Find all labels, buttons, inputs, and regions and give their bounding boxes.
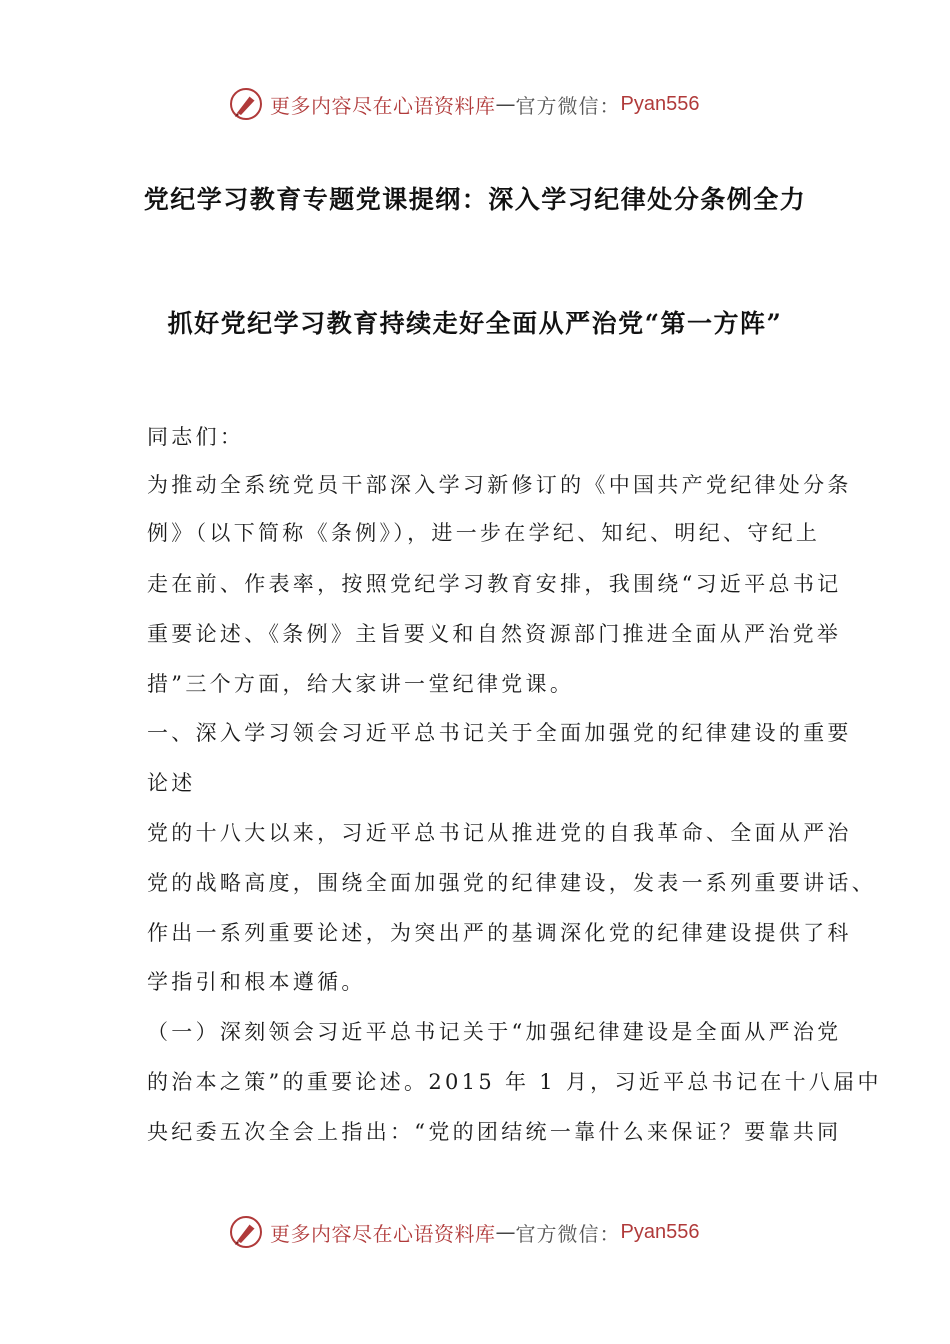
banner-wechat-id: Pyan556 bbox=[620, 1220, 700, 1243]
body-line: 的治本之策”的重要论述。2015 年 1 月，习近平总书记在十八届中 bbox=[147, 1070, 882, 1094]
banner-text: 更多内容尽在心语资料库 bbox=[270, 93, 496, 118]
body-line: 学指引和根本遵循。 bbox=[147, 970, 366, 994]
pen-nib-icon bbox=[228, 1214, 264, 1250]
section-heading: 论述 bbox=[147, 771, 196, 795]
footer-banner bbox=[228, 1212, 699, 1252]
banner-separator: — bbox=[495, 92, 516, 116]
section-heading: 一、深入学习领会习近平总书记关于全面加强党的纪律建设的重要 bbox=[147, 721, 852, 745]
banner-wechat-label: 官方微信： bbox=[515, 1221, 621, 1246]
banner-wechat-id: Pyan556 bbox=[620, 92, 700, 115]
header-banner bbox=[228, 84, 699, 124]
body-line: 措”三个方面，给大家讲一堂纪律党课。 bbox=[147, 672, 575, 696]
body-line: 党的战略高度，围绕全面加强党的纪律建设，发表一系列重要讲话、 bbox=[147, 871, 876, 895]
body-line-salutation: 同志们： bbox=[147, 425, 245, 449]
body-line: 党的十八大以来，习近平总书记从推进党的自我革命、全面从严治 bbox=[147, 821, 852, 845]
body-line: 为推动全系统党员干部深入学习新修订的《中国共产党纪律处分条 bbox=[147, 473, 852, 497]
banner-text: 更多内容尽在心语资料库 bbox=[270, 1221, 496, 1246]
body-line: 例》（以下简称《条例》），进一步在学纪、知纪、明纪、守纪上 bbox=[147, 521, 821, 545]
body-line: 走在前、作表率，按照党纪学习教育安排，我围绕“习近平总书记 bbox=[147, 572, 842, 596]
body-line: 央纪委五次全会上指出：“党的团结统一靠什么来保证？要靠共同 bbox=[147, 1120, 842, 1144]
banner-separator: — bbox=[495, 1220, 516, 1244]
body-line: 作出一系列重要论述，为突出严的基调深化党的纪律建设提供了科 bbox=[147, 921, 852, 945]
body-line: 重要论述、《条例》主旨要义和自然资源部门推进全面从严治党举 bbox=[147, 622, 842, 646]
banner-wechat-label: 官方微信： bbox=[515, 93, 621, 118]
doc-title-line-1: 党纪学习教育专题党课提纲：深入学习纪律处分条例全力 bbox=[143, 185, 807, 214]
subsection-line: （一）深刻领会习近平总书记关于“加强纪律建设是全面从严治党 bbox=[147, 1020, 842, 1044]
doc-title-line-2: 抓好党纪学习教育持续走好全面从严治党“第一方阵” bbox=[167, 309, 783, 338]
pen-nib-icon bbox=[228, 86, 264, 122]
